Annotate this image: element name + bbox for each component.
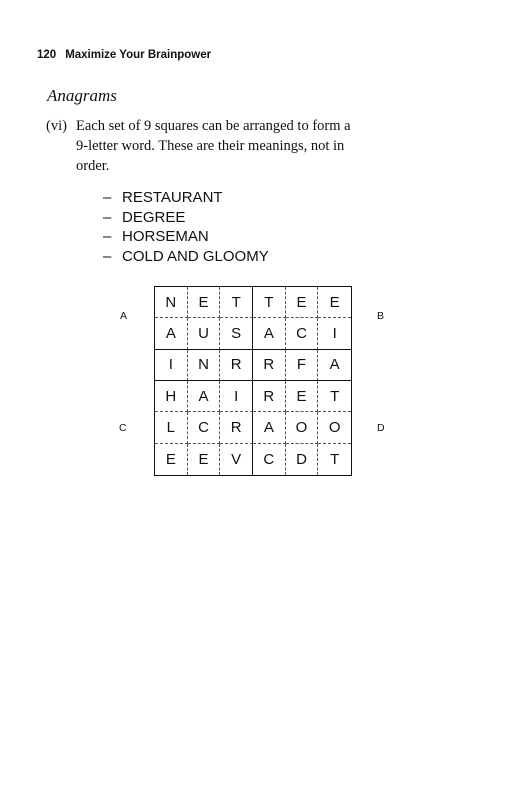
grid-cell: T	[253, 287, 286, 318]
grid-cell: N	[155, 287, 188, 318]
grid-cell: C	[286, 318, 319, 349]
grid-cell: C	[253, 444, 286, 475]
quadrant-label-d: D	[377, 422, 385, 434]
grid-cell: A	[188, 381, 221, 412]
question-text	[76, 116, 446, 176]
grid-cell: O	[286, 412, 319, 443]
meaning-text: RESTAURANT	[122, 189, 223, 206]
list-dash: –	[103, 228, 112, 245]
grid-cell: A	[155, 318, 188, 349]
grid-cell: N	[188, 350, 221, 381]
list-dash: –	[103, 189, 112, 206]
grid-cell: O	[318, 412, 351, 443]
grid-cell: A	[253, 318, 286, 349]
list-dash: –	[103, 208, 112, 226]
quadrant-label-c: C	[119, 422, 127, 434]
grid-cell: D	[286, 444, 319, 475]
letter-grid	[154, 286, 352, 476]
running-head	[37, 49, 211, 61]
question-label: (vi)	[46, 118, 67, 134]
grid-cell: A	[318, 350, 351, 381]
meaning-item	[103, 227, 269, 247]
grid-cell: R	[220, 412, 253, 443]
meaning-text: HORSEMAN	[122, 228, 209, 245]
grid-cell: A	[253, 412, 286, 443]
grid-cell: I	[220, 381, 253, 412]
grid-cell: C	[188, 412, 221, 443]
grid-cell: E	[318, 287, 351, 318]
grid-cell: F	[286, 350, 319, 381]
grid-cell: U	[188, 318, 221, 349]
grid-cell: E	[188, 287, 221, 318]
grid-cell: T	[330, 450, 340, 468]
grid-cell: V	[220, 444, 253, 475]
grid-cell: R	[253, 381, 286, 412]
meaning-item	[103, 188, 269, 208]
grid-cell: R	[253, 350, 286, 381]
page-number: 120	[37, 49, 57, 61]
grid-cell: R	[220, 350, 253, 381]
list-dash: –	[103, 247, 112, 265]
grid-cell: E	[188, 444, 221, 475]
grid-cell: H	[155, 381, 188, 412]
grid-cell: I	[155, 350, 188, 381]
grid-cell: I	[318, 318, 351, 349]
grid-cell: T	[318, 381, 351, 412]
grid-cell: S	[220, 318, 253, 349]
quadrant-label-a: A	[120, 310, 128, 322]
quadrant-label-b: B	[377, 310, 385, 322]
meaning-item	[103, 247, 269, 267]
meaning-text: DEGREE	[122, 208, 186, 226]
grid-cell: E	[286, 381, 319, 412]
grid-cell: L	[155, 412, 188, 443]
question-line: 9-letter word. These are their meanings, not in	[76, 138, 345, 154]
grid-cell: E	[286, 287, 319, 318]
meaning-item	[103, 208, 269, 228]
grid-cell: E	[155, 444, 188, 475]
book-title: Maximize Your Brainpower	[65, 49, 212, 61]
question-line: Each set of 9 squares can be arranged to form a	[76, 118, 351, 134]
question-line: order.	[76, 158, 110, 174]
grid-cell: T	[220, 287, 253, 318]
section-title: Anagrams	[47, 86, 117, 105]
meaning-text: COLD AND GLOOMY	[122, 247, 269, 265]
meanings-list	[103, 188, 269, 266]
